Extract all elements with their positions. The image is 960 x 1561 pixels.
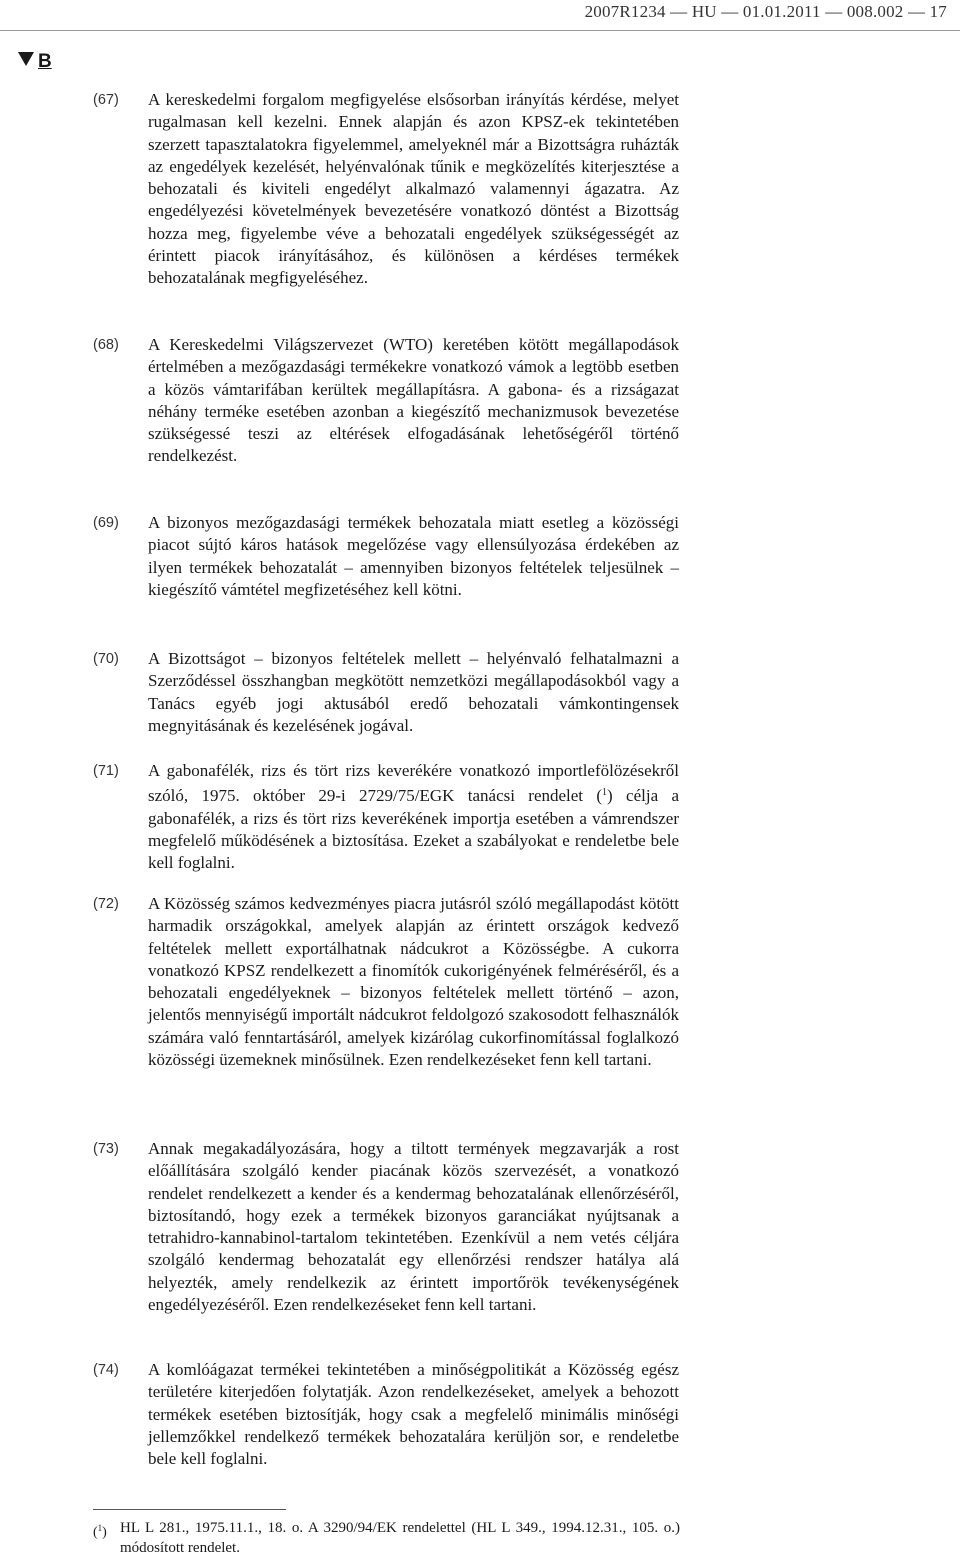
recital-text: A kereskedelmi forgalom megfigyelése elsősorban irányítás kérdése, melyet rugalmasan kell kezelni. Ennek alapján és azon KPSZ-ek tekintetében szerzett tapasztalatokra figyelemmel, amelyeknél már a Bizottságra ruházták az engedélyek kezelését, helyénvalónak tűnik e megközelítés kiterjesztése a behozatali és kiviteli engedélyt alkalmazó valamennyi ágazatra. Az engedélyezési követelmények bevezetésére vonatkozó döntést a Bizottság hozza meg, figyelembe véve a behozatali engedélyek szükségességét az érintett piacok irányításához, és különösen a kérdéses termékek behozatalának megfigyeléséhez.: [148, 90, 679, 288]
footnote: [93, 1518, 680, 1556]
recital-text: A Kereskedelmi Világszervezet (WTO) keretében kötött megállapodások értelmében a mezőgazdasági termékekre vonatkozó vámok a legtöbb esetben a közös vámtarifában kerültek megállapításra. A gabona- és a rizságazat néhány terméke esetében azonban a kiegészítő mechanizmusok bevezetése szükségessé teszi az eltérések elfogadásának lehetőségéről történő rendelkezést.: [148, 335, 679, 466]
footnote-reference[interactable]: 1: [602, 787, 608, 799]
recital-number: (69): [93, 515, 119, 531]
recital-number: (74): [93, 1362, 119, 1378]
footnote-divider: [93, 1509, 286, 1510]
recital-text: Annak megakadályozására, hogy a tiltott termények megzavarják a rost előállítására szolgáló kender piacának közös szervezését, a vonatkozó rendelet rendelkezett a kender és a kendermag behozatalának ellenőrzéséről, biztosítandó, hogy ezek a termékek bizonyos garanciákat nyújtsanak a tetrahidro-kannabinol-tartalom tekintetében. Ezenkívül a nem vetés céljára szolgáló kendermag behozatalát egy ellenőrzési rendszer hatálya alá helyezték, amely rendelkezik az érintett importőrök tevékenységének engedélyezéséről. Ezen rendelkezéseket fenn kell tartani.: [148, 1139, 679, 1315]
amendment-marker-letter: B: [38, 51, 52, 72]
header-divider: [0, 30, 960, 31]
recital-number: (67): [93, 92, 119, 108]
triangle-down-icon: [18, 52, 34, 66]
recital-text: [148, 760, 679, 874]
recital-text-part: ) célja a gabonafélék, a rizs és tört rizs keverékének importja esetében a vámrendszer megfelelő működésének a biztosítása. Ezeket a szabályokat e rendeletbe bele kell foglalni.: [148, 786, 679, 873]
recital-number: (73): [93, 1141, 119, 1157]
recital-number: (68): [93, 337, 119, 353]
recital-text: A komlóágazat termékei tekintetében a minőségpolitikát a Közösség egész területére kiterjedően folytatják. Azon rendelkezéseket, amelyek a behozott termékek esetében biztosítják, hogy csak a megfelelő minimális minőségi jellemzőkkel rendelkező termékek behozatalára kerüljön sor, e rendeletbe bele kell foglalni.: [148, 1360, 679, 1469]
page-header: 2007R1234 — HU — 01.01.2011 — 008.002 — 17: [584, 2, 947, 21]
recital-text: A Bizottságot – bizonyos feltételek mellett – helyénvaló felhatalmazni a Szerződéssel összhangban megkötött nemzetközi megállapodásokból vagy a Tanács egyéb jogi aktusából eredő behozatali vámkontingensek megnyitásának és kezelésének jogával.: [148, 649, 679, 735]
recital-text-part: A gabonafélék, rizs és tört rizs keverékére vonatkozó importlefölözésekről szóló, 1975. október 29-i 2729/75/EGK tanácsi rendelet (: [148, 761, 679, 806]
recital-text: A bizonyos mezőgazdasági termékek behozatala miatt esetleg a közösségi piacot sújtó káros hatások megelőzése vagy ellensúlyozása érdekében az ilyen termékek behozatalát – amennyiben bizonyos feltételek teljesülnek – kiegészítő vámtétel megfizetéséhez kell kötni.: [148, 513, 679, 599]
recital-number: (72): [93, 896, 119, 912]
recital-text: A Közösség számos kedvezményes piacra jutásról szóló megállapodást kötött harmadik országokkal, amelyek alapján az érintett országok kedvező feltételek mellett exportálhatnak nádcukrot a Közösségbe. A cukorra vonatkozó KPSZ rendelkezett a finomítók cukorigényének felméréséről, és a behozatali engedélyeknek – bizonyos feltételek mellett történő – azon, jelentős mennyiségű importált nádcukrot feldolgozó szakosodott felhasználók számára való fenntartásáról, amelyek kizárólag cukorfinomítással foglalkozó közösségi üzemeknek minősülnek. Ezen rendelkezéseket fenn kell tartani.: [148, 894, 679, 1070]
amendment-marker[interactable]: [18, 51, 52, 73]
footnote-mark: ($^1$): [93, 1523, 107, 1540]
recital-number: (71): [93, 763, 119, 779]
footnote-text: HL L 281., 1975.11.1., 18. o. A 3290/94/EK rendelettel (HL L 349., 1994.12.31., 105. o.) módosított rendelet.: [120, 1520, 680, 1556]
footnote-number: 1: [97, 1523, 103, 1533]
recital-number: (70): [93, 651, 119, 667]
